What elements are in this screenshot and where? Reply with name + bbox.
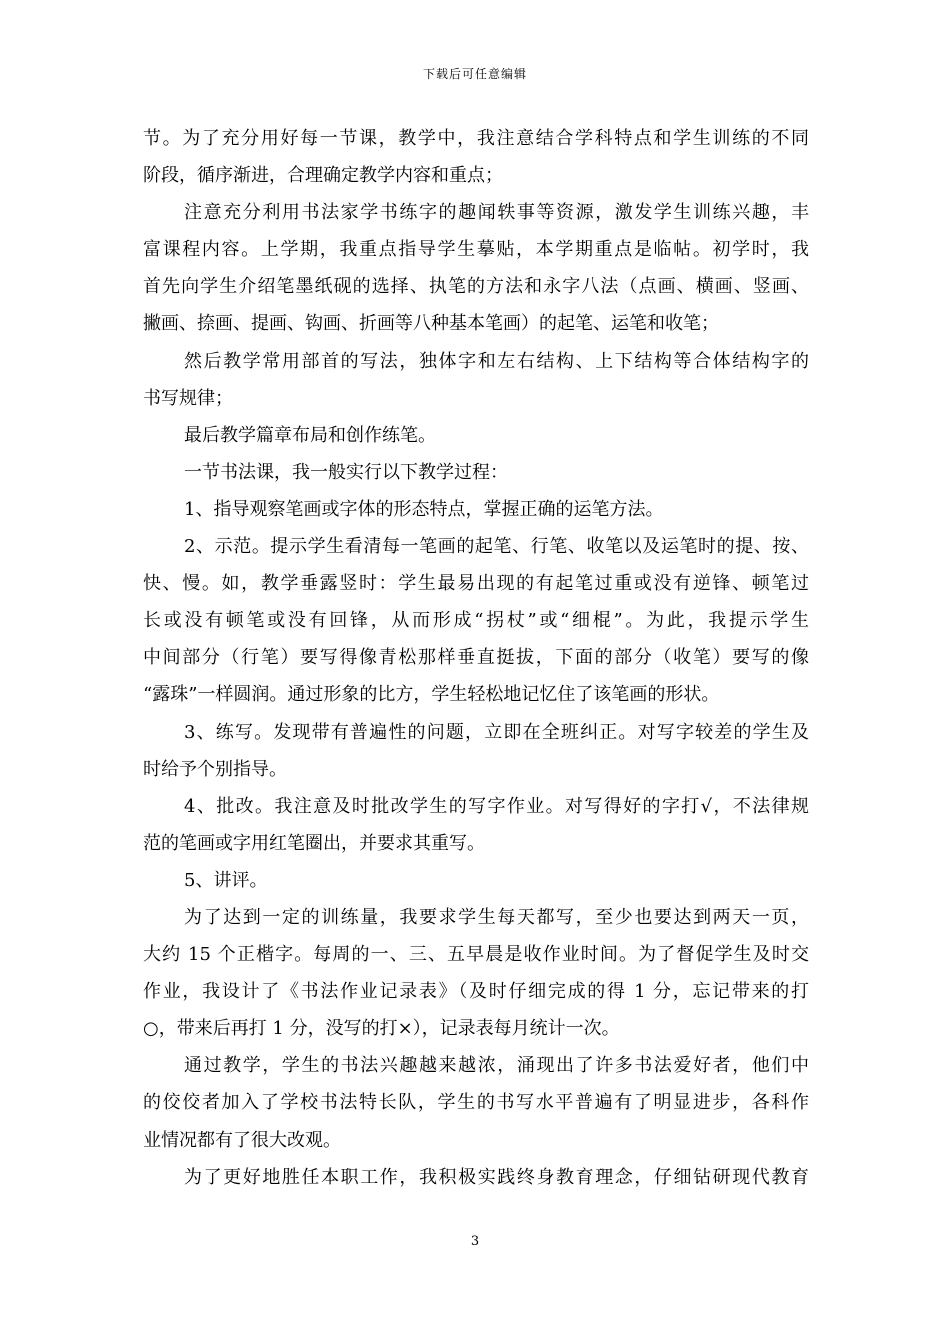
text-line: 快、慢。如，教学垂露竖时：学生最易出现的有起笔过重或没有逆锋、顿笔过	[143, 573, 809, 595]
text-line: “露珠”一样圆润。通过形象的比方，学生轻松地记忆住了该笔画的形状。	[143, 684, 720, 706]
text-line: 范的笔画或字用红笔圈出，并要求其重写。	[143, 832, 485, 854]
text-line: 书写规律；	[143, 387, 233, 409]
text-line: 最后教学篇章布局和创作练笔。	[184, 424, 436, 446]
page-header: 下载后可任意编辑	[422, 67, 527, 81]
text-line: 阶段，循序渐进，合理确定教学内容和重点；	[143, 165, 503, 187]
text-line: 为了更好地胜任本职工作，我积极实践终身教育理念，仔细钻研现代教育	[184, 1166, 809, 1188]
text-line: 2、示范。提示学生看清每一笔画的起笔、行笔、收笔以及运笔时的提、按、	[184, 536, 809, 558]
text-line: 一节书法课，我一般实行以下教学过程：	[184, 461, 508, 483]
text-line: 时给予个别指导。	[143, 758, 287, 780]
text-line: 长或没有顿笔或没有回锋，从而形成“拐杖”或“细棍”。为此，我提示学生	[143, 610, 809, 632]
text-line: 注意充分利用书法家学书练字的趣闻轶事等资源，激发学生训练兴趣，丰	[184, 202, 809, 224]
text-line: 4、批改。我注意及时批改学生的写字作业。对写得好的字打√，不法律规	[184, 795, 809, 817]
text-line: 大约 15 个正楷字。每周的一、三、五早晨是收作业时间。为了督促学生及时交	[143, 944, 809, 966]
text-line: 中间部分（行笔）要写得像青松那样垂直挺拔，下面的部分（收笔）要写的像	[143, 647, 809, 669]
text-line: 的佼佼者加入了学校书法特长队，学生的书写水平普遍有了明显进步，各科作	[143, 1092, 809, 1114]
text-line: 通过教学，学生的书法兴趣越来越浓，涌现出了许多书法爱好者，他们中	[184, 1055, 809, 1077]
text-line: 作业，我设计了《书法作业记录表》（及时仔细完成的得 1 分，忘记带来的打	[143, 981, 809, 1003]
text-line: 撇画、捺画、提画、钩画、折画等八种基本笔画）的起笔、运笔和收笔；	[143, 313, 719, 335]
text-line: 节。为了充分用好每一节课，教学中，我注意结合学科特点和学生训练的不同	[143, 128, 809, 149]
text-line: 1、指导观察笔画或字体的形态特点，掌握正确的运笔方法。	[184, 498, 664, 520]
text-line: 为了达到一定的训练量，我要求学生每天都写，至少也要达到两天一页，	[184, 906, 809, 928]
text-line: 3、练写。发现带有普遍性的问题，立即在全班纠正。对写字较差的学生及	[184, 721, 809, 743]
text-line: 富课程内容。上学期，我重点指导学生摹贴，本学期重点是临帖。初学时，我	[143, 239, 809, 261]
page-number: 3	[470, 1234, 480, 1249]
text-line: 业情况都有了很大改观。	[143, 1129, 341, 1151]
text-line: 然后教学常用部首的写法，独体字和左右结构、上下结构等合体结构字的	[184, 350, 809, 372]
document-body	[143, 120, 809, 1196]
text-line: 首先向学生介绍笔墨纸砚的选择、执笔的方法和永字八法（点画、横画、竖画、	[143, 276, 809, 298]
text-line: ○，带来后再打 1 分，没写的打×），记录表每月统计一次。	[143, 1018, 620, 1040]
text-line: 5、讲评。	[184, 869, 268, 891]
